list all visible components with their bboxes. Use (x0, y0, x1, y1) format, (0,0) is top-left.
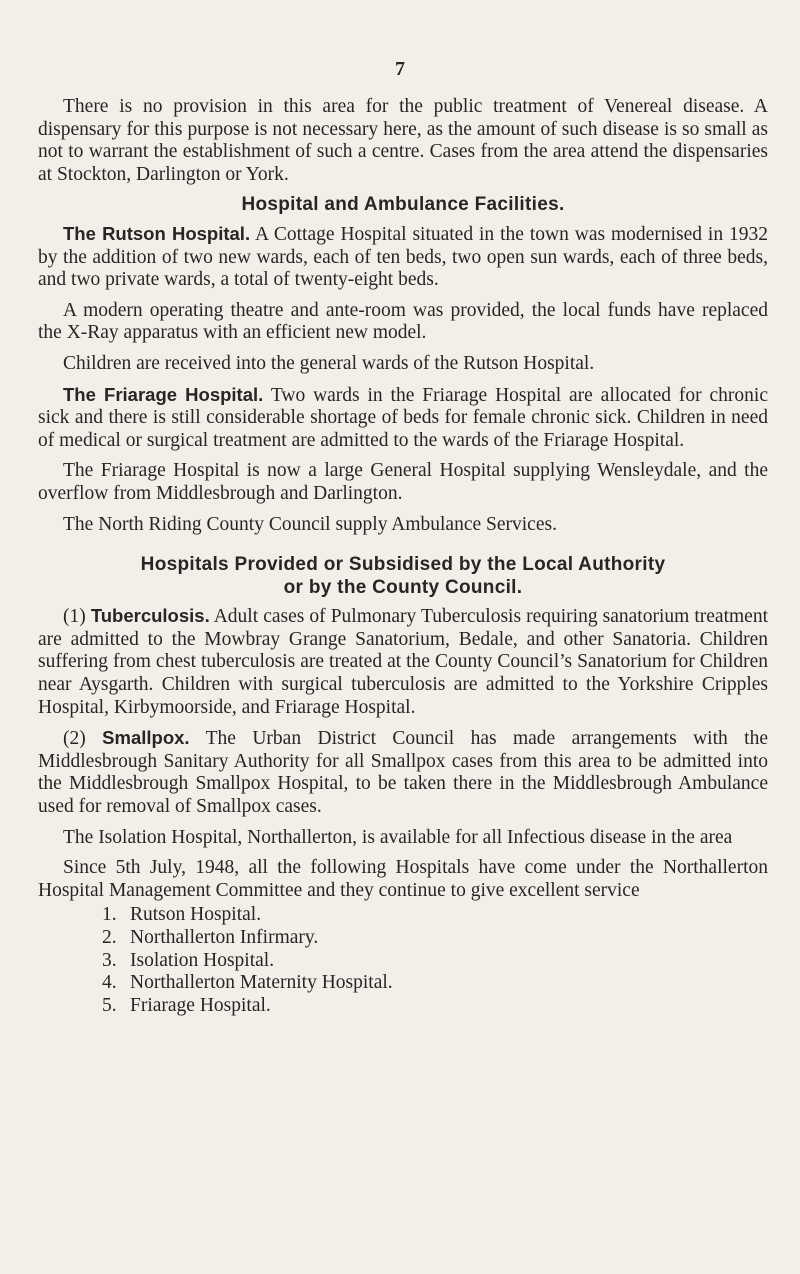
list-item-name: Northallerton Maternity Hospital. (130, 972, 393, 994)
list-item (102, 927, 768, 950)
tuberculosis-paragraph (38, 605, 768, 719)
section-heading-line-2: or by the County Council. (283, 576, 523, 598)
management-committee-paragraph: Since 5th July, 1948, all the following Hospitals have come under the Northallerton Hospital Management Committee and they continue to give excellent service (38, 857, 768, 901)
list-item-number: 2. (102, 927, 117, 948)
tuberculosis-text: Adult cases of Pulmonary Tuberculosis requiring sanatorium treatment are admitted to the Mowbray Grange Sanatorium, Bedale, and other Sanatoria. Children suffering from chest tuberculosis are treated at the County Council’s Sanatorium for Children near Aysgarth. Children with surgical tuberculosis are admitted to the Yorkshire Cripples Hospital, Kirbymoorside, and Friarage Hospital. (38, 606, 768, 718)
list-item-name: Northallerton Infirmary. (130, 927, 319, 948)
friarage-hospital-paragraph (38, 384, 768, 453)
smallpox-number: (2) (63, 728, 103, 750)
children-rutson-paragraph: Children are received into the general wards of the Rutson Hospital. (63, 352, 595, 374)
page-number: 7 (395, 58, 405, 80)
ambulance-paragraph: The North Riding County Council supply Ambulance Services. (63, 513, 557, 535)
smallpox-title: Smallpox. (102, 727, 190, 749)
list-item-number: 4. (102, 972, 117, 994)
rutson-hospital-text: A Cottage Hospital situated in the town was modernised in 1932 by the addition of two new wards, each of ten beds, two open sun wards, each of three beds, and two private wards, a total of twenty-eight beds. (38, 223, 768, 291)
smallpox-paragraph (38, 727, 768, 818)
list-item-number: 1. (102, 904, 117, 926)
section-heading-local-authority (38, 554, 768, 599)
rutson-hospital-paragraph (38, 223, 768, 292)
hospital-list (38, 904, 768, 1017)
list-item (102, 904, 768, 927)
list-item-name: Rutson Hospital. (130, 904, 262, 926)
tuberculosis-number: (1) (63, 606, 91, 628)
list-item-name: Isolation Hospital. (130, 949, 275, 971)
smallpox-text: The Urban District Council has made arrangements with the Middlesbrough Sanitary Authority for all Smallpox cases from this area to be admitted into the Middlesbrough Smallpox Hospital, to be taken there in the Middlesbrough Ambulance used for removal of Smallpox cases. (38, 728, 768, 818)
list-item-number: 5. (102, 994, 117, 1016)
list-item (102, 995, 768, 1018)
friarage-hospital-text: Two wards in the Friarage Hospital are allocated for chronic sick and there is still considerable shortage of beds for female chronic sick. Children in need of medical or surgical treatment are admitted to the wards of the Friarage Hospital. (38, 384, 769, 451)
list-item-name: Friarage Hospital. (130, 994, 271, 1016)
isolation-paragraph: The Isolation Hospital, Northallerton, is available for all Infectious disease in the area (63, 826, 733, 848)
friarage-general-paragraph: The Friarage Hospital is now a large General Hospital supplying Wensleydale, and the overflow from Middlesbrough and Darlington. (38, 460, 768, 504)
list-item (102, 950, 768, 973)
section-heading-hospital-ambulance: Hospital and Ambulance Facilities. (241, 194, 565, 216)
rutson-hospital-title: The Rutson Hospital. (63, 222, 251, 244)
list-item-number: 3. (102, 949, 117, 971)
list-item (102, 972, 768, 995)
friarage-hospital-title: The Friarage Hospital. (63, 383, 264, 405)
tuberculosis-title: Tuberculosis. (90, 605, 210, 627)
intro-paragraph: There is no provision in this area for the public treatment of Venereal disease. A dispensary for this purpose is not necessary here, as the amount of such disease is so small as not to warrant the establishment of such a centre. Cases from the area attend the dispensaries at Stockton, Darlington or York. (38, 96, 768, 185)
section-heading-line-1: Hospitals Provided or Subsidised by the Local Authority (140, 554, 666, 576)
document-body (38, 96, 768, 1017)
operating-theatre-paragraph: A modern operating theatre and ante-room was provided, the local funds have replaced the X-Ray apparatus with an efficient new model. (38, 299, 768, 344)
